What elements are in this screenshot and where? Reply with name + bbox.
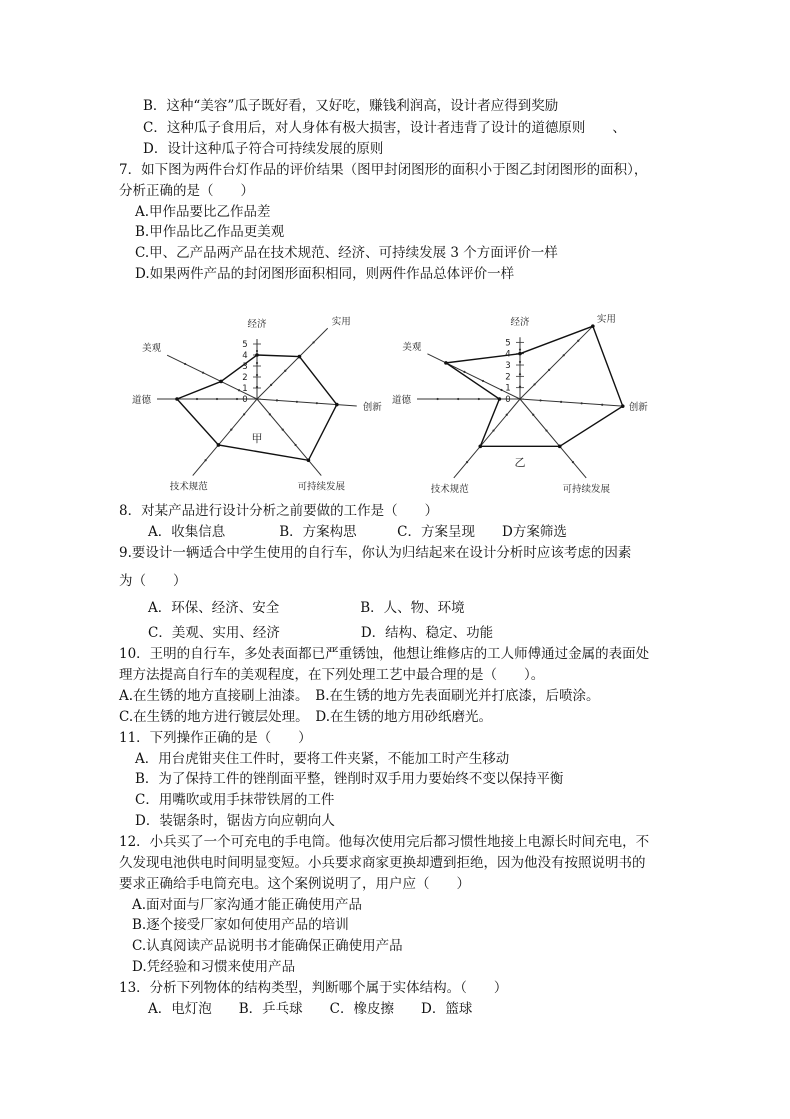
q13-stem: 13．分析下列物体的结构类型，判断哪个属于实体结构。（ ）: [119, 980, 508, 996]
q12-option-b: B.逐个接受厂家如何使用产品的培训: [132, 917, 349, 933]
scale-tick-3: 3: [242, 362, 248, 372]
axis-tick-dot: [506, 414, 508, 416]
axis-tick-dot: [532, 414, 534, 416]
axis-tick-dot: [243, 413, 245, 415]
q7-option-d: D.如果两件产品的封闭图形面积相同，则两件作品总体评价一样: [135, 266, 515, 282]
scale-tick-3: 3: [505, 361, 511, 372]
axis-label-2: 实用: [331, 316, 351, 328]
q12-stem-line1: 12．小兵买了一个可充电的手电筒。他每次使用完后都习惯性地接上电源长时间充电，不: [119, 834, 650, 850]
q7-option-c: C.甲、乙产品两产品在技术规范、经济、可持续发展 3 个方面评价一样: [135, 245, 558, 261]
radar-axis-5: [454, 399, 520, 478]
q11-option-b: B．为了保持工件的锉削面平整，锉削时双手用力要始终不变以保持平衡: [135, 771, 564, 787]
scale-tick-4: 4: [505, 349, 511, 360]
axis-tick-dot: [492, 429, 494, 431]
axis-tick-dot: [572, 461, 574, 463]
q10-options-ab: A.在生锈的地方直接刷上油漆。 B.在生锈的地方先表面刷光并打底漆，后喷涂。: [119, 688, 600, 704]
radar-value-point-5: [478, 445, 482, 449]
axis-label-3: 创新: [628, 402, 648, 414]
radar-title: 甲: [251, 432, 263, 445]
radar-value-point-4: [558, 445, 562, 449]
q9-options-cd: C．美观、实用、经济 D．结构、稳定、功能: [148, 625, 494, 641]
axis-label-7: 美观: [142, 343, 162, 355]
radar-value-point-1: [518, 352, 522, 356]
axis-tick-dot: [236, 398, 238, 400]
axis-tick-dot: [196, 398, 198, 400]
axis-tick-dot: [184, 363, 186, 365]
axis-tick-dot: [294, 444, 296, 446]
q10-options-cd: C.在生锈的地方进行镀层处理。 D.在生锈的地方用砂纸磨光。: [119, 709, 493, 725]
q8-stem: 8．对某产品进行设计分析之前要做的工作是（ ）: [119, 503, 439, 519]
radar-value-point-2: [298, 355, 302, 359]
axis-tick-dot: [270, 384, 272, 386]
q6-option-d: D．设计这种瓜子符合可持续发展的原则: [143, 141, 384, 157]
q8-options: A．收集信息 B．方案构思 C．方案呈现 D方案筛选: [148, 524, 567, 540]
axis-tick-dot: [548, 369, 550, 371]
q7-stem-line2: 分析正确的是（ ）: [119, 183, 254, 199]
axis-tick-dot: [316, 402, 318, 404]
q11-stem: 11．下列操作正确的是（ ）: [119, 730, 312, 746]
axis-tick-dot: [238, 389, 240, 391]
axis-tick-dot: [539, 399, 541, 401]
q7-option-a: A.甲作品要比乙作品差: [135, 204, 271, 220]
axis-tick-dot: [519, 361, 521, 363]
q11-option-a: A．用台虎钳夹住工件时，要将工件夹紧，不能加工时产生移动: [135, 751, 510, 767]
axis-tick-dot: [519, 348, 521, 350]
q9-stem-line1: 9.要设计一辆适合中学生使用的自行车，你认为归结起来在设计分析时应该考虑的因素: [119, 545, 632, 561]
axis-label-1: 经济: [247, 319, 267, 330]
axis-tick-dot: [500, 389, 502, 391]
axis-tick-dot: [601, 404, 603, 406]
axis-label-6: 道德: [391, 395, 411, 406]
axis-tick-dot: [463, 371, 465, 373]
q7-option-b: B.甲作品比乙作品更美观: [135, 224, 285, 240]
axis-tick-dot: [457, 398, 459, 400]
axis-tick-dot: [312, 341, 314, 343]
radar-value-point-6: [175, 397, 179, 401]
scale-tick-2: 2: [242, 373, 248, 383]
radar-chart-jia: [132, 315, 382, 492]
q13-options: A．电灯泡 B．乒乓球 C．橡皮擦 D．篮球: [148, 1001, 473, 1017]
radar-polygon: [446, 326, 623, 446]
radar-axis-2: [257, 328, 328, 399]
q12-stem-line3: 要求正确给手电筒充电。这个案例说明了，用户应（ ）: [119, 876, 470, 892]
radar-value-point-4: [307, 458, 311, 462]
q10-stem-line1: 10．王明的自行车，多处表面都已严重锈蚀，他想让维修店的工人师傅通过金属的表面处: [119, 646, 650, 662]
axis-tick-dot: [560, 401, 562, 403]
axis-tick-dot: [533, 383, 535, 385]
radar-value-point-3: [335, 403, 339, 407]
axis-label-5: 技术规范: [169, 481, 208, 493]
axis-label-5: 技术规范: [430, 483, 469, 495]
radar-axis-3: [520, 399, 623, 406]
axis-tick-dot: [204, 459, 206, 461]
scale-tick-1: 1: [242, 384, 248, 394]
axis-tick-dot: [545, 429, 547, 431]
radar-axis-2: [520, 326, 593, 399]
scale-tick-4: 4: [242, 351, 248, 361]
axis-tick-dot: [466, 461, 468, 463]
axis-label-7: 美观: [402, 341, 422, 353]
axis-tick-dot: [563, 354, 565, 356]
radar-axis-5: [193, 399, 257, 476]
axis-tick-dot: [282, 429, 284, 431]
q12-option-a: A.面对面与厂家沟通才能正确使用产品: [132, 897, 363, 913]
radar-value-point-1: [255, 353, 259, 357]
radar-charts: [0, 314, 790, 495]
axis-tick-dot: [284, 370, 286, 372]
q6-option-b: B．这种“美容”瓜子既好看，又好吃，赚钱利润高，设计者应得到奖励: [143, 98, 559, 114]
axis-tick-dot: [478, 398, 480, 400]
scale-tick-0: 0: [242, 395, 248, 405]
scale-tick-5: 5: [505, 338, 511, 349]
radar-axis-4: [257, 399, 321, 476]
axis-label-2: 实用: [596, 314, 616, 326]
q6-option-c: C．这种瓜子食用后，对人身体有极大损害，设计者违背了设计的道德原则 、: [143, 120, 626, 136]
scale-tick-1: 1: [505, 383, 511, 394]
q7-stem-line1: 7．如下图为两件台灯作品的评价结果（图甲封闭图形的面积小于图乙封闭图形的面积），: [119, 162, 648, 178]
axis-tick-dot: [519, 373, 521, 375]
axis-tick-dot: [256, 350, 258, 352]
radar-axis-3: [257, 399, 357, 406]
radar-value-point-2: [591, 324, 595, 328]
scale-tick-5: 5: [242, 340, 248, 350]
axis-tick-dot: [577, 340, 579, 342]
radar-value-point-3: [621, 404, 625, 408]
axis-label-3: 创新: [362, 401, 382, 413]
axis-tick-dot: [256, 362, 258, 364]
axis-tick-dot: [202, 372, 204, 374]
q9-stem-line2: 为（ ）: [119, 573, 187, 589]
radar-value-point-7: [444, 361, 448, 365]
axis-tick-dot: [276, 399, 278, 401]
axis-tick-dot: [269, 413, 271, 415]
q9-options-ab: A．环保、经济、安全 B．人、物、环境: [148, 600, 465, 616]
q11-option-d: D．装锯条时，锯齿方向应朝向人: [135, 813, 335, 829]
radar-axis-4: [520, 399, 586, 478]
scale-tick-2: 2: [505, 372, 511, 383]
axis-label-6: 道德: [131, 395, 151, 406]
axis-label-1: 经济: [510, 317, 530, 329]
q11-option-c: C．用嘴吹或用手抹带铁屑的工件: [135, 792, 335, 808]
q12-option-c: C.认真阅读产品说明书才能确保正确使用产品: [132, 938, 403, 954]
radar-value-point-5: [217, 443, 221, 447]
axis-tick-dot: [296, 401, 298, 403]
radar-value-point-7: [219, 380, 223, 384]
scale-tick-0: 0: [505, 395, 511, 405]
q10-stem-line2: 理方法提高自行车的美观程度，在下列处理工艺中最合理的是（ ）。: [119, 667, 545, 683]
q12-option-d: D.凭经验和习惯来使用产品: [132, 959, 296, 975]
radar-chart-yi: [392, 313, 648, 495]
axis-tick-dot: [581, 402, 583, 404]
radar-value-point-6: [498, 397, 502, 401]
axis-tick-dot: [216, 398, 218, 400]
axis-label-4: 可持续发展: [297, 481, 346, 493]
axis-tick-dot: [230, 429, 232, 431]
axis-tick-dot: [437, 398, 439, 400]
q12-stem-line2: 久发现电池供电时间明显变短。小兵要求商家更换却遭到拒绝，因为他没有按照说明书的: [119, 855, 646, 871]
radar-title: 乙: [514, 456, 526, 469]
axis-tick-dot: [256, 374, 258, 376]
axis-label-4: 可持续发展: [562, 483, 610, 495]
axis-tick-dot: [482, 380, 484, 382]
